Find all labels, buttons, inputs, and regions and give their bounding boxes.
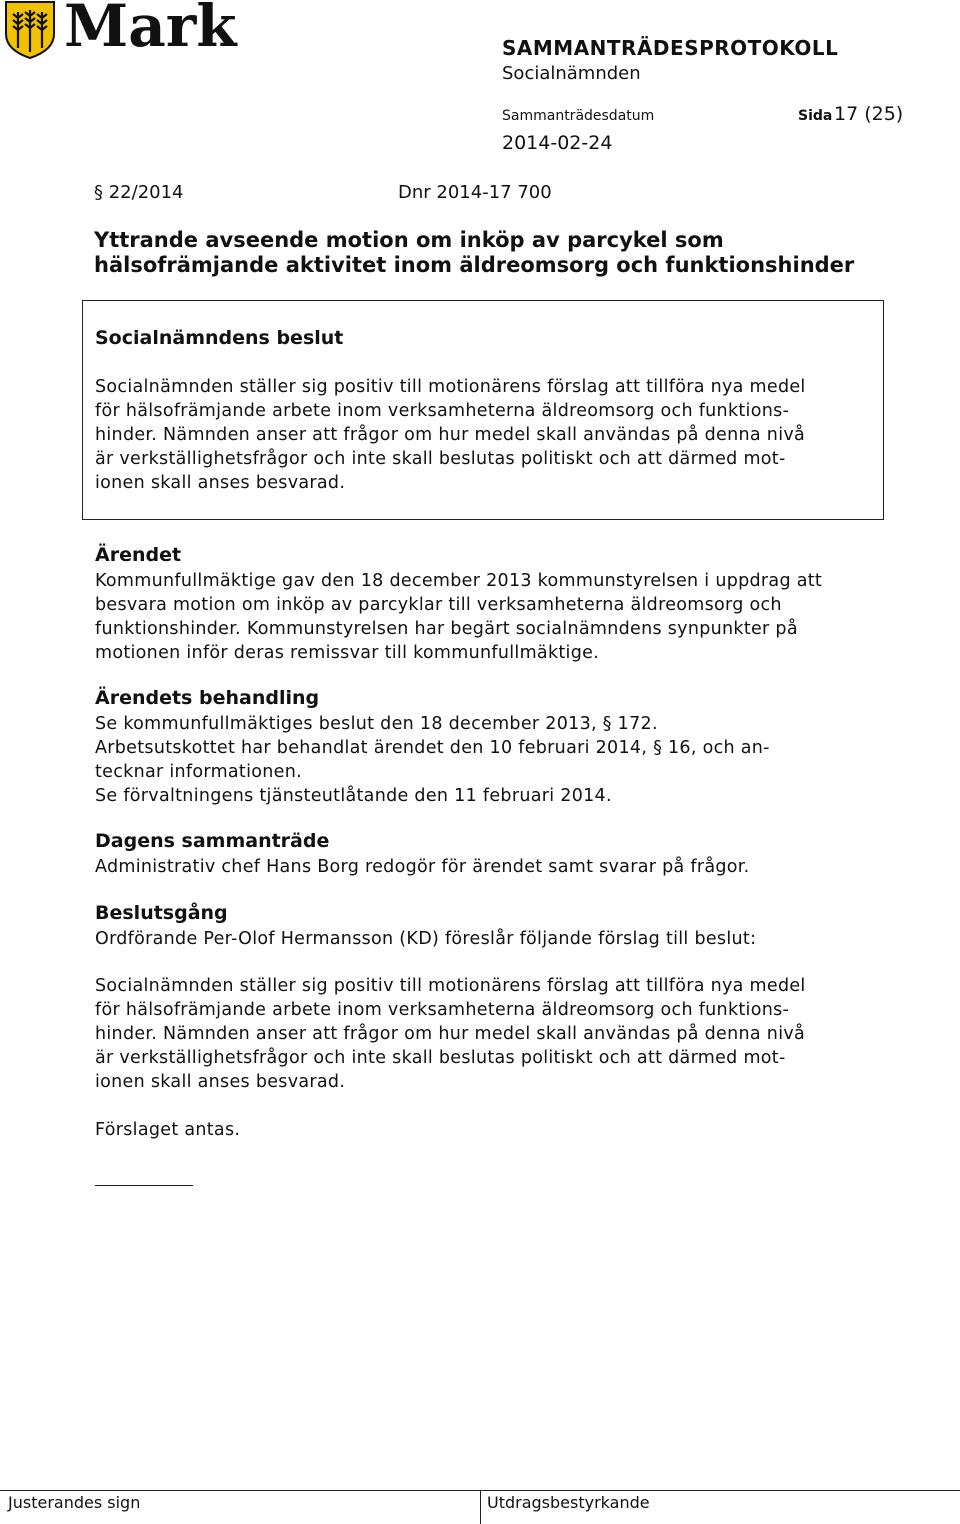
decision-text: Socialnämnden ställer sig positiv till motionärens förslag att tillföra nya medel för hälsofrämjande arbete inom verksamheterna äldreomsorg och funktions- hinder. Nämnden anser att frågor om hur medel skall användas på denna nivå är verkställighetsfrågor och inte skall beslutas politiskt och att därmed mot- ionen skall anses besvarad. — [95, 377, 806, 493]
paragraph-number: § 22/2014 — [94, 182, 184, 203]
proposed-decision-text: Socialnämnden ställer sig positiv till motionärens förslag att tillföra nya medel för hälsofrämjande arbete inom verksamheterna äldreomsorg och funktions- hinder. Nämnden anser att frågor om hur medel skall användas på denna nivå är verkställighetsfrågor och inte skall beslutas politiskt och att därmed mot- ionen skall anses besvarad. — [95, 976, 806, 1092]
section-heading-arendet: Ärendet — [95, 544, 182, 566]
footer-signature-label: Justerandes sign — [8, 1493, 141, 1512]
municipality-logo — [2, 0, 242, 62]
meeting-date-label: Sammanträdesdatum — [502, 108, 655, 124]
department-name: Socialnämnden — [502, 63, 641, 84]
section-heading-behandling: Ärendets behandling — [95, 687, 320, 709]
diary-number: Dnr 2014-17 700 — [398, 182, 552, 203]
org-name: Mark — [64, 0, 237, 60]
footer-certification-label: Utdragsbestyrkande — [487, 1493, 650, 1512]
page-number: 17 (25) — [834, 103, 904, 125]
section-text-dagens: Administrativ chef Hans Borg redogör för ärendet samt svarar på frågor. — [95, 857, 750, 877]
item-title: Yttrande avseende motion om inköp av parcykel som hälsofrämjande aktivitet inom äldreomsorg och funktionshinder — [94, 228, 855, 277]
end-of-item-rule — [95, 1185, 193, 1186]
decision-heading: Socialnämndens beslut — [95, 327, 344, 349]
decision-outcome: Förslaget antas. — [95, 1120, 241, 1140]
meeting-date: 2014-02-24 — [502, 132, 613, 154]
section-text-behandling: Se kommunfullmäktiges beslut den 18 december 2013, § 172. Arbetsutskottet har behandlat ärendet den 10 februari 2014, § 16, och an- tecknar informationen. Se förvaltningens tjänsteutlåtande den 11 februari 2014. — [95, 714, 770, 806]
section-heading-beslutsgang: Beslutsgång — [95, 902, 228, 924]
document-type: SAMMANTRÄDESPROTOKOLL — [502, 36, 839, 60]
coat-of-arms-icon — [2, 0, 58, 60]
footer-divider — [480, 1490, 481, 1524]
section-text-arendet: Kommunfullmäktige gav den 18 december 2013 kommunstyrelsen i uppdrag att besvara motion om inköp av parcyklar till verksamheterna äldreomsorg och funktionshinder. Kommunstyrelsen har begärt socialnämndens synpunkter på motionen inför deras remissvar till kommunfullmäktige. — [95, 571, 823, 663]
section-heading-dagens: Dagens sammanträde — [95, 830, 330, 852]
page-label: Sida — [798, 108, 833, 124]
section-text-beslutsgang: Ordförande Per-Olof Hermansson (KD) föreslår följande förslag till beslut: — [95, 929, 757, 949]
